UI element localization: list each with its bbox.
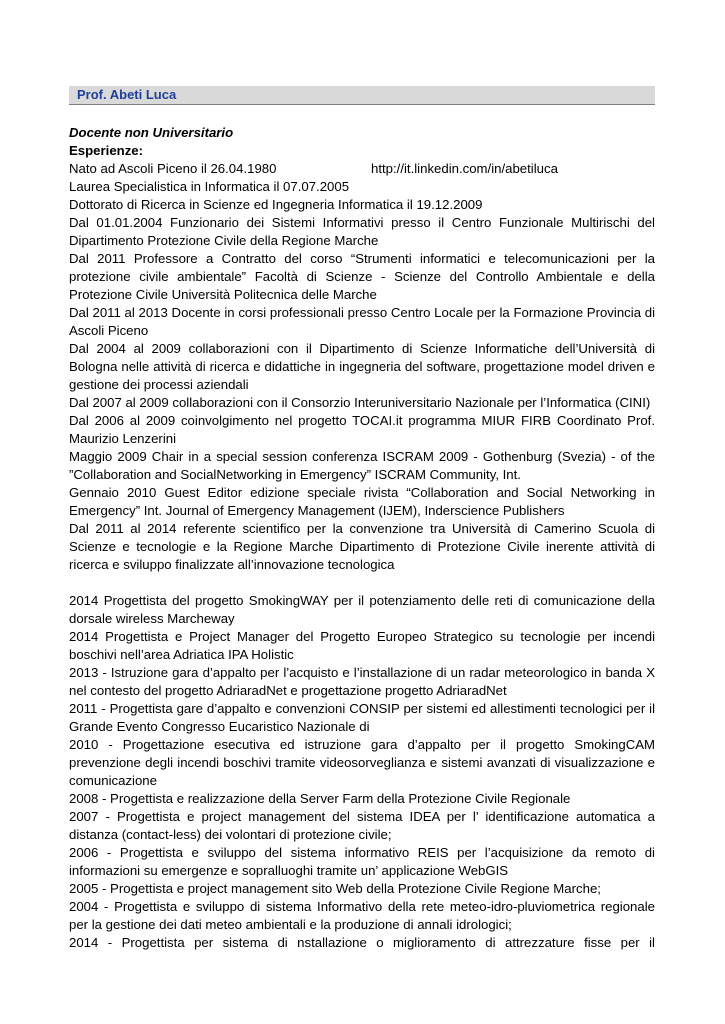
project-item: 2013 - Istruzione gara d’appalto per l’acquisto e l’installazione di un radar meteorologico in banda X nel contesto del progetto AdriaradNet e progettazione progetto AdriaradNet — [69, 665, 655, 698]
project-item: 2010 - Progettazione esecutiva ed istruzione gara d’appalto per il progetto SmokingCAM prevenzione degli incendi boschivi tramite videosorveglianza e sistemi avanzati di visualizzazione e comunicazione — [69, 737, 655, 788]
birth-info: Nato ad Ascoli Piceno il 26.04.1980 — [69, 161, 277, 176]
cv-content — [69, 124, 655, 952]
project-item: 2014 Progettista del progetto SmokingWAY per il potenziamento delle reti di comunicazione della dorsale wireless Marcheway — [69, 593, 655, 626]
experience-item: Laurea Specialistica in Informatica il 07.07.2005 — [69, 179, 350, 194]
experience-item: Dal 2011 al 2013 Docente in corsi professionali presso Centro Locale per la Formazione Provincia di Ascoli Piceno — [69, 305, 655, 338]
experience-item: Dal 2004 al 2009 collaborazioni con il Dipartimento di Scienze Informatiche dell’Università di Bologna nelle attività di ricerca e didattiche in ingegneria del software, progettazione model driven e gestione dei processi aziendali — [69, 341, 655, 392]
project-item: 2005 - Progettista e project management sito Web della Protezione Civile Regione Marche; — [69, 881, 601, 896]
section-spacer — [69, 574, 655, 592]
role-title: Docente non Universitario — [69, 125, 234, 140]
experience-item: Dottorato di Ricerca in Scienze ed Ingegneria Informatica il 19.12.2009 — [69, 197, 483, 212]
project-item: 2006 - Progettista e sviluppo del sistema informativo REIS per l’acquisizione da remoto di informazioni su emergenze e sopralluoghi tramite un’ applicazione WebGIS — [69, 845, 655, 878]
experience-item: Dal 01.01.2004 Funzionario dei Sistemi Informativi presso il Centro Funzionale Multirischi del Dipartimento Protezione Civile della Regione Marche — [69, 215, 655, 248]
linkedin-url: http://it.linkedin.com/in/abetiluca — [371, 161, 558, 176]
project-item: 2008 - Progettista e realizzazione della Server Farm della Protezione Civile Regionale — [69, 791, 571, 806]
project-item: 2004 - Progettista e sviluppo di sistema Informativo della rete meteo-idro-pluviometrica regionale per la gestione dei dati meteo ambientali e la produzione di annali idrologici; — [69, 899, 655, 932]
project-item: 2014 Progettista e Project Manager del Progetto Europeo Strategico su tecnologie per incendi boschivi nell’area Adriatica IPA Holistic — [69, 629, 655, 662]
birth-row — [69, 160, 655, 178]
professor-name: Prof. Abeti Luca — [77, 87, 177, 102]
name-header-bar — [69, 86, 655, 105]
project-item: 2007 - Progettista e project management del sistema IDEA per l’ identificazione automatica a distanza (contact-less) dei volontari di protezione civile; — [69, 809, 655, 842]
experience-item: Maggio 2009 Chair in a special session conferenza ISCRAM 2009 - Gothenburg (Svezia) - of the ”Collaboration and SocialNetworking in Emergency” ISCRAM Community, Int. — [69, 449, 655, 482]
experience-item: Dal 2006 al 2009 coinvolgimento nel progetto TOCAI.it programma MIUR FIRB Coordinato Prof. Maurizio Lenzerini — [69, 413, 655, 446]
experience-item: Dal 2011 Professore a Contratto del corso “Strumenti informatici e telecomunicazioni per la protezione civile ambientale” Facoltà di Scienze - Scienze del Controllo Ambientale e della Protezione Civile Università Politecnica delle Marche — [69, 251, 655, 302]
project-list — [69, 592, 655, 952]
section-label-esperienze: Esperienze: — [69, 143, 144, 158]
experience-item: Gennaio 2010 Guest Editor edizione speciale rivista “Collaboration and Social Networking in Emergency” Int. Journal of Emergency Management (IJEM), Inderscience Publishers — [69, 485, 655, 518]
experience-item: Dal 2011 al 2014 referente scientifico per la convenzione tra Università di Camerino Scuola di Scienze e tecnologie e la Regione Marche Dipartimento di Protezione Civile inerente attività di ricerca e sviluppo finalizzate all’innovazione tecnologica — [69, 521, 655, 572]
project-item: 2014 - Progettista per sistema di nstallazione o miglioramento di attrezzature fisse per il — [69, 935, 655, 950]
experience-list — [69, 178, 655, 574]
project-item: 2011 - Progettista gare d’appalto e convenzioni CONSIP per sistemi ed allestimenti tecnologici per il Grande Evento Congresso Eucaristico Nazionale di — [69, 701, 655, 734]
experience-item: Dal 2007 al 2009 collaborazioni con il Consorzio Interuniversitario Nazionale per l’Informatica (CINI) — [69, 395, 651, 410]
